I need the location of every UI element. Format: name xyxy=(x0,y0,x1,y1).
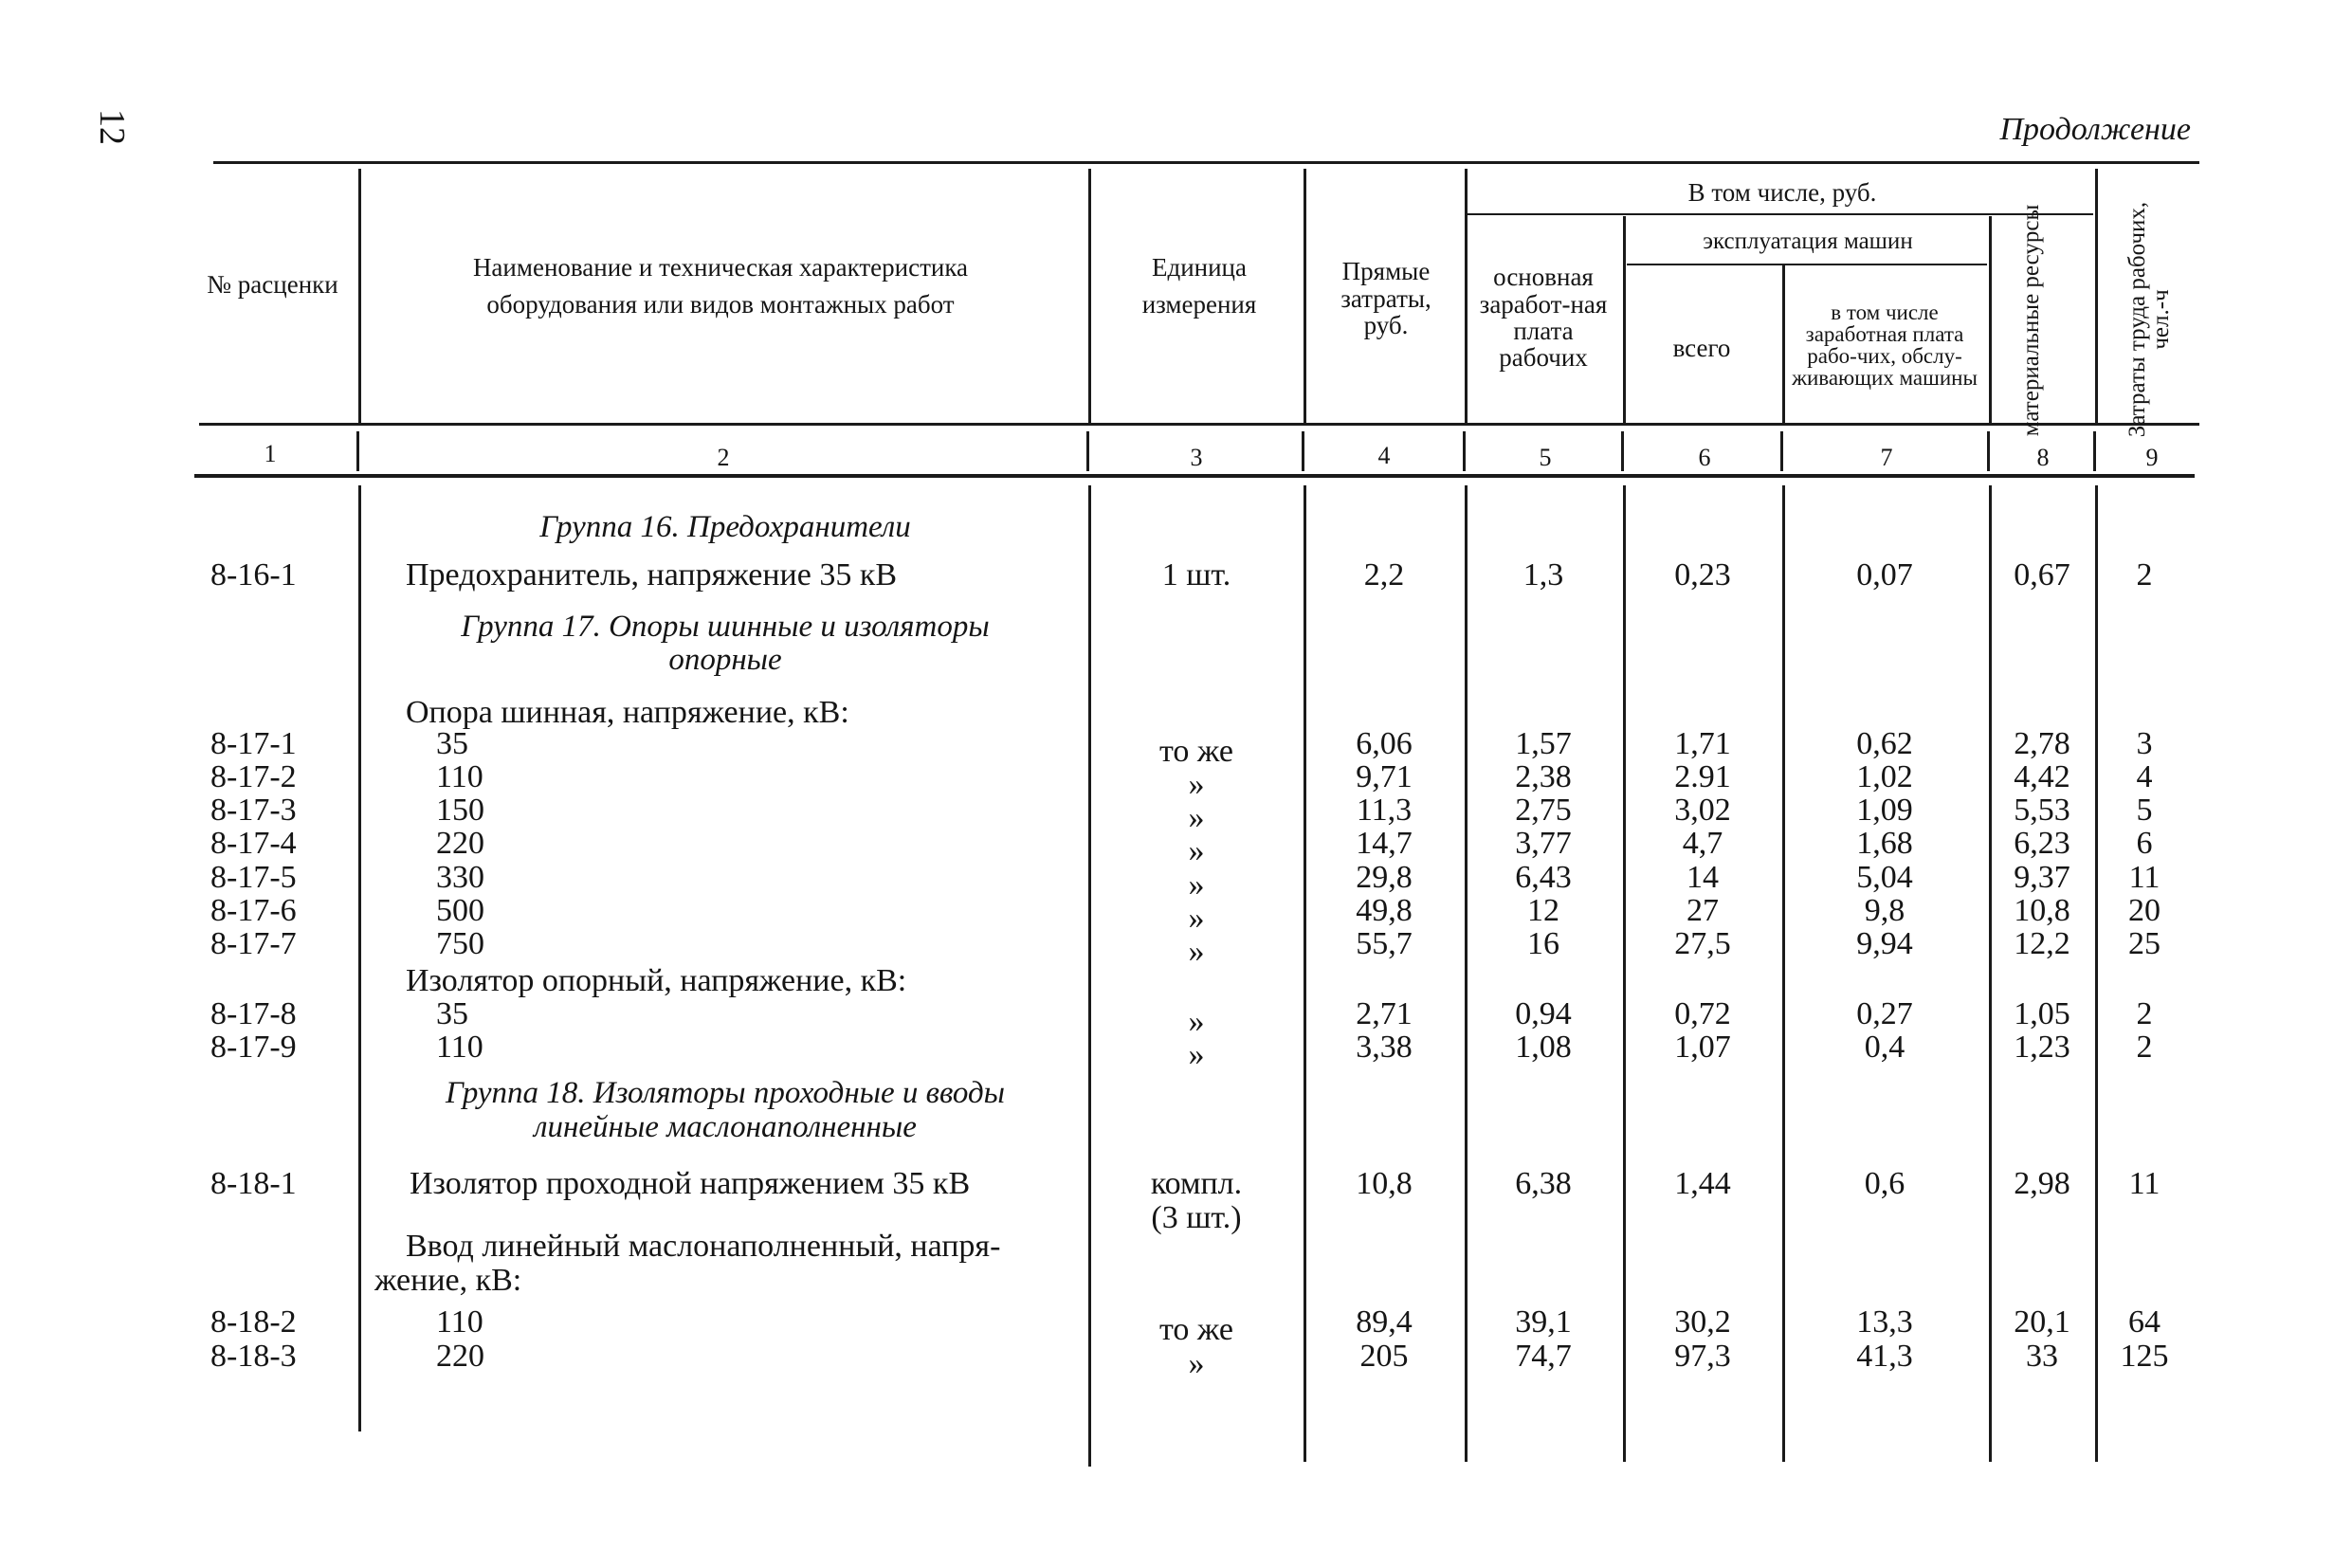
value-c5: 2,75 xyxy=(1515,793,1572,828)
col-divider xyxy=(1465,485,1468,1462)
value-c5: 16 xyxy=(1527,926,1559,961)
value-c9: 25 xyxy=(2128,926,2161,961)
continuation-label: Продолжение xyxy=(1999,112,2191,147)
col-divider xyxy=(1782,485,1785,1462)
value-c9: 6 xyxy=(2136,826,2153,861)
value-c8: 0,67 xyxy=(2014,557,2070,593)
value-c9: 2 xyxy=(2136,1030,2153,1065)
unit-cell: то же xyxy=(1158,1312,1234,1347)
value-c6: 1,44 xyxy=(1674,1166,1731,1201)
value-c7: 1,68 xyxy=(1856,826,1913,861)
item-name: Изолятор проходной напряжением 35 кВ xyxy=(410,1166,971,1201)
value-c6: 0,72 xyxy=(1674,996,1731,1031)
value-c9: 11 xyxy=(2128,1166,2161,1201)
page-number: 12 xyxy=(92,109,132,145)
col-divider xyxy=(1465,169,1468,423)
header-bottom-rule xyxy=(199,423,2199,426)
unit-cell: » xyxy=(1188,1037,1205,1072)
col-divider xyxy=(1304,169,1306,423)
colnum-1: 1 xyxy=(264,440,277,467)
value-c5: 1,57 xyxy=(1515,726,1572,761)
item-name: 35 xyxy=(436,726,468,761)
value-c9: 5 xyxy=(2136,793,2153,828)
value-c4: 49,8 xyxy=(1356,893,1413,928)
col-divider xyxy=(2093,431,2096,471)
value-c4: 11,3 xyxy=(1356,793,1413,828)
group-17-title: Группа 17. Опоры шинные и изоляторы xyxy=(461,610,990,644)
table-top-rule xyxy=(213,161,2199,164)
colnum-4: 4 xyxy=(1377,442,1391,469)
header-machines: эксплуатация машин xyxy=(1703,228,1913,254)
value-c8: 9,37 xyxy=(2014,860,2070,895)
unit-cell: » xyxy=(1188,1004,1205,1039)
value-c6: 97,3 xyxy=(1674,1339,1731,1374)
item-name: 110 xyxy=(436,1304,483,1340)
value-c5: 39,1 xyxy=(1515,1304,1572,1340)
item-name: 750 xyxy=(436,926,484,961)
header-col6: всего xyxy=(1672,334,1731,363)
value-c4: 3,38 xyxy=(1356,1030,1413,1065)
value-c5: 0,94 xyxy=(1515,996,1572,1031)
value-c5: 6,38 xyxy=(1515,1166,1572,1201)
header-col2: Наименование и техническая характеристика оборудования или видов монтажных работ xyxy=(472,252,969,319)
rate-code: 8-18-3 xyxy=(210,1339,297,1374)
rate-code: 8-17-6 xyxy=(210,893,297,928)
group-18-title: Группа 18. Изоляторы проходные и вводы xyxy=(445,1076,1006,1110)
col-divider xyxy=(1989,216,1992,423)
group-16-title: Группа 16. Предохранители xyxy=(539,510,911,544)
value-c7: 0,07 xyxy=(1856,557,1913,593)
col-divider xyxy=(1623,485,1626,1462)
value-c6: 3,02 xyxy=(1674,793,1731,828)
value-c8: 4,42 xyxy=(2014,759,2070,794)
subheading: Изолятор опорный, напряжение, кВ: xyxy=(406,963,907,998)
col-divider xyxy=(2095,169,2098,423)
value-c9: 4 xyxy=(2136,759,2153,794)
col-divider xyxy=(1304,485,1306,1462)
col-divider xyxy=(1302,431,1304,471)
value-c7: 13,3 xyxy=(1856,1304,1913,1340)
item-name: 220 xyxy=(436,826,484,861)
value-c6: 30,2 xyxy=(1674,1304,1731,1340)
value-c8: 12,2 xyxy=(2014,926,2070,961)
header-col1: № расценки xyxy=(207,269,338,299)
value-c9: 125 xyxy=(2120,1339,2169,1374)
unit-cell: компл. xyxy=(1150,1166,1243,1201)
colnum-7: 7 xyxy=(1880,444,1893,471)
value-c7: 5,04 xyxy=(1856,860,1913,895)
rate-code: 8-17-1 xyxy=(210,726,297,761)
group-18-title-2: линейные маслонаполненные xyxy=(534,1110,917,1144)
item-name: 330 xyxy=(436,860,484,895)
col-divider xyxy=(1086,431,1089,471)
header-col9: Затраты труда рабочих, чел.-ч xyxy=(2124,201,2174,438)
unit-cell: » xyxy=(1188,901,1205,936)
header-col5: основная заработ-ная плата рабочих xyxy=(1479,263,1608,373)
rate-code: 8-18-1 xyxy=(210,1166,297,1201)
col-divider xyxy=(1780,431,1783,471)
subheading: жение, кВ: xyxy=(374,1263,522,1298)
rate-code: 8-17-5 xyxy=(210,860,297,895)
value-c5: 1,08 xyxy=(1515,1030,1572,1065)
unit-cell: » xyxy=(1188,934,1205,969)
value-c7: 0,62 xyxy=(1856,726,1913,761)
value-c7: 0,4 xyxy=(1864,1030,1905,1065)
value-c8: 20,1 xyxy=(2014,1304,2070,1340)
colnum-6: 6 xyxy=(1698,444,1711,471)
colnum-2: 2 xyxy=(717,444,730,471)
col-divider xyxy=(358,485,361,1431)
col-divider xyxy=(356,431,359,471)
value-c5: 2,38 xyxy=(1515,759,1572,794)
value-c9: 64 xyxy=(2128,1304,2161,1340)
rate-code: 8-17-8 xyxy=(210,996,297,1031)
rate-code: 8-17-7 xyxy=(210,926,297,961)
colnum-9: 9 xyxy=(2145,444,2159,471)
value-c8: 1,23 xyxy=(2014,1030,2070,1065)
item-name: 35 xyxy=(436,996,468,1031)
rate-code: 8-18-2 xyxy=(210,1304,297,1340)
value-c6: 27 xyxy=(1687,893,1719,928)
header-including: В том числе, руб. xyxy=(1687,177,1877,207)
header-col7: в том числе заработная плата рабо-чих, обслу-живающих машины xyxy=(1792,301,1978,390)
col-divider xyxy=(1782,265,1785,423)
value-c9: 11 xyxy=(2128,860,2161,895)
header-col8: материальные ресурсы xyxy=(2018,204,2044,437)
header-col4: Прямые затраты, руб. xyxy=(1340,257,1431,340)
value-c4: 55,7 xyxy=(1356,926,1413,961)
value-c9: 20 xyxy=(2128,893,2161,928)
value-c5: 74,7 xyxy=(1515,1339,1572,1374)
value-c8: 10,8 xyxy=(2014,893,2070,928)
colnum-5: 5 xyxy=(1539,444,1552,471)
value-c4: 6,06 xyxy=(1356,726,1413,761)
unit-cell: » xyxy=(1188,833,1205,868)
value-c9: 2 xyxy=(2136,996,2153,1031)
value-c5: 6,43 xyxy=(1515,860,1572,895)
col-divider xyxy=(1987,431,1990,471)
value-c7: 1,02 xyxy=(1856,759,1913,794)
subheading: Опора шинная, напряжение, кВ: xyxy=(406,695,849,730)
including-rule xyxy=(1468,213,2093,215)
group-17-title-2: опорные xyxy=(668,643,782,677)
value-c7: 9,8 xyxy=(1864,893,1905,928)
col-divider xyxy=(1088,485,1091,1467)
value-c6: 14 xyxy=(1687,860,1719,895)
unit-cell: » xyxy=(1188,800,1205,835)
value-c8: 33 xyxy=(2026,1339,2058,1374)
value-c6: 1,07 xyxy=(1674,1030,1731,1065)
rate-code: 8-17-4 xyxy=(210,826,297,861)
value-c7: 9,94 xyxy=(1856,926,1913,961)
value-c5: 3,77 xyxy=(1515,826,1572,861)
item-name: 500 xyxy=(436,893,484,928)
unit-cell: » xyxy=(1188,1346,1205,1381)
value-c4: 89,4 xyxy=(1356,1304,1413,1340)
colnum-3: 3 xyxy=(1190,444,1203,471)
value-c8: 5,53 xyxy=(2014,793,2070,828)
subheading: Ввод линейный маслонаполненный, напря- xyxy=(406,1229,1001,1264)
rate-code: 8-17-2 xyxy=(210,759,297,794)
col-divider xyxy=(1623,216,1626,423)
value-c6: 4,7 xyxy=(1682,826,1723,861)
value-c4: 29,8 xyxy=(1356,860,1413,895)
item-name: 110 xyxy=(436,1030,483,1065)
unit-cell: » xyxy=(1188,767,1205,802)
rate-code: 8-16-1 xyxy=(210,557,297,593)
unit-cell: то же xyxy=(1158,734,1234,769)
value-c7: 1,09 xyxy=(1856,793,1913,828)
item-name: 110 xyxy=(436,759,483,794)
value-c8: 1,05 xyxy=(2014,996,2070,1031)
value-c8: 2,98 xyxy=(2014,1166,2070,1201)
value-c6: 1,71 xyxy=(1674,726,1731,761)
value-c7: 41,3 xyxy=(1856,1339,1913,1374)
value-c9: 3 xyxy=(2136,726,2153,761)
value-c8: 6,23 xyxy=(2014,826,2070,861)
value-c4: 10,8 xyxy=(1356,1166,1413,1201)
value-c4: 2,71 xyxy=(1356,996,1413,1031)
value-c4: 205 xyxy=(1359,1339,1409,1374)
rate-code: 8-17-9 xyxy=(210,1030,297,1065)
value-c5: 12 xyxy=(1527,893,1559,928)
col-divider xyxy=(1463,431,1466,471)
value-c7: 0,6 xyxy=(1864,1166,1905,1201)
value-c6: 0,23 xyxy=(1674,557,1731,593)
value-c5: 1,3 xyxy=(1522,557,1564,593)
value-c4: 2,2 xyxy=(1363,557,1405,593)
col-divider xyxy=(358,169,361,423)
value-c7: 0,27 xyxy=(1856,996,1913,1031)
unit-cell: » xyxy=(1188,867,1205,903)
unit-cell: 1 шт. xyxy=(1161,557,1231,593)
item-name: 220 xyxy=(436,1339,484,1374)
colnum-8: 8 xyxy=(2036,444,2050,471)
value-c6: 2.91 xyxy=(1674,759,1731,794)
value-c9: 2 xyxy=(2136,557,2153,593)
unit-cell-2: (3 шт.) xyxy=(1151,1200,1242,1235)
colnum-bottom-rule xyxy=(194,474,2195,478)
value-c4: 9,71 xyxy=(1356,759,1413,794)
item-name: Предохранитель, напряжение 35 кВ xyxy=(406,557,898,593)
header-col3: Единица измерения xyxy=(1141,252,1257,319)
col-divider xyxy=(1088,169,1091,423)
machines-rule xyxy=(1627,264,1987,265)
value-c8: 2,78 xyxy=(2014,726,2070,761)
value-c4: 14,7 xyxy=(1356,826,1413,861)
item-name: 150 xyxy=(436,793,484,828)
rate-code: 8-17-3 xyxy=(210,793,297,828)
col-divider xyxy=(1621,431,1624,471)
value-c6: 27,5 xyxy=(1674,926,1731,961)
